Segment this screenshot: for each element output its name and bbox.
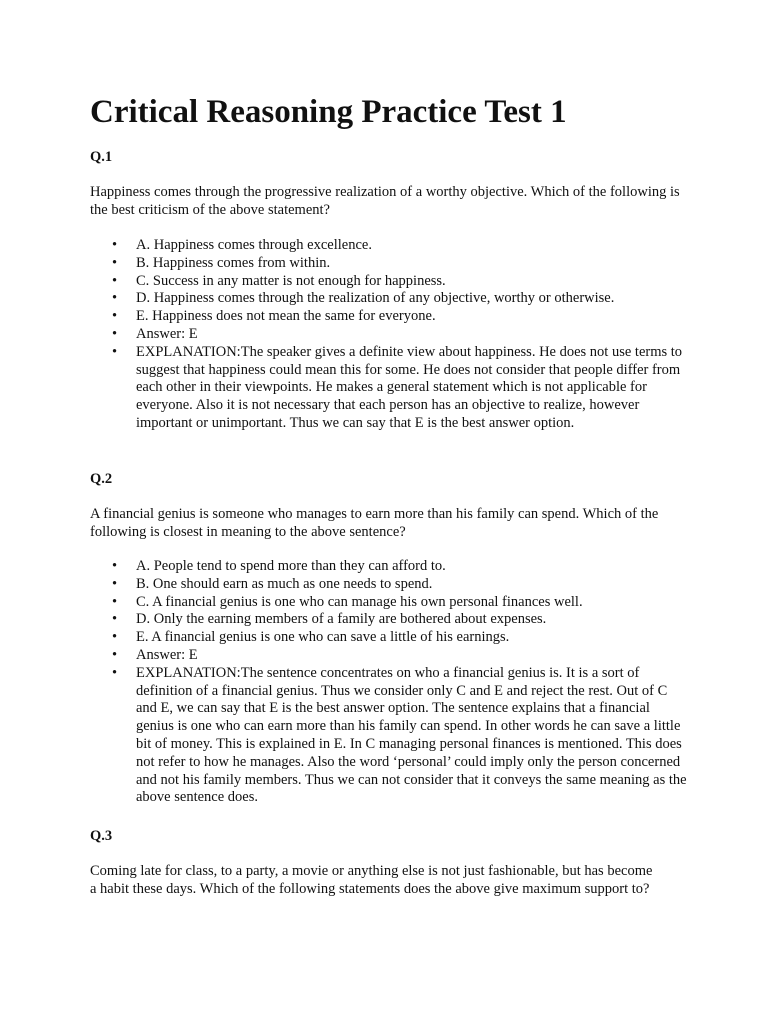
option-item: • C. A financial genius is one who can manage his own personal finances well. <box>90 594 690 612</box>
question-stem: Coming late for class, to a party, a movie or anything else is not just fashionable, but has become a habit these days. Which of the following statements does the above give maximum support to? <box>90 863 653 897</box>
question-number: Q.2 <box>90 471 113 487</box>
option-item: • E. Happiness does not mean the same for everyone. <box>90 308 690 326</box>
question-stem: Happiness comes through the progressive realization of a worthy objective. Which of the following is the best criticism of the above statement? <box>90 184 680 218</box>
question-number: Q.1 <box>90 149 113 165</box>
option-item: • B. Happiness comes from within. <box>90 255 690 273</box>
question-options-list <box>90 237 690 433</box>
option-item: • A. People tend to spend more than they can afford to. <box>90 558 690 576</box>
page-title: Critical Reasoning Practice Test 1 <box>90 94 567 130</box>
question-stem: A financial genius is someone who manages to earn more than his family can spend. Which of the following is closest in meaning to the above sentence? <box>90 506 659 540</box>
option-item: • A. Happiness comes through excellence. <box>90 237 690 255</box>
option-item: • D. Happiness comes through the realization of any objective, worthy or otherwise. <box>90 290 690 308</box>
question-number: Q.3 <box>90 828 113 844</box>
answer-item: • Answer: E <box>90 326 690 344</box>
option-item: • E. A financial genius is one who can save a little of his earnings. <box>90 629 690 647</box>
option-item: • C. Success in any matter is not enough for happiness. <box>90 273 690 291</box>
option-item: • D. Only the earning members of a family are bothered about expenses. <box>90 611 690 629</box>
answer-item: • Answer: E <box>90 647 690 665</box>
explanation-item: • EXPLANATION:The speaker gives a definite view about happiness. He does not use terms to suggest that happiness could mean this for some. He does not consider that people differ from each other in their viewpoints. He makes a general statement which is not applicable for everyone. Also it is not necessary that each person has an objective to realize, however important or unimportant. Thus we can say that E is the best answer option. <box>90 344 690 433</box>
explanation-item: • EXPLANATION:The sentence concentrates on who a financial genius is. It is a sort of definition of a financial genius. Thus we consider only C and E and reject the rest. Out of C and E, we can say that E is the best answer option. The sentence explains that a financial genius is one who can earn more than his family can spend. In other words he can save a little bit of money. This is explained in E. In C managing personal finances is mentioned. This does not refer to how he manages. Also the word ‘personal’ could imply only the person concerned and not his family members. Thus we can not consider that it conveys the same meaning as the above sentence does. <box>90 665 690 807</box>
option-item: • B. One should earn as much as one needs to spend. <box>90 576 690 594</box>
question-options-list <box>90 558 690 807</box>
